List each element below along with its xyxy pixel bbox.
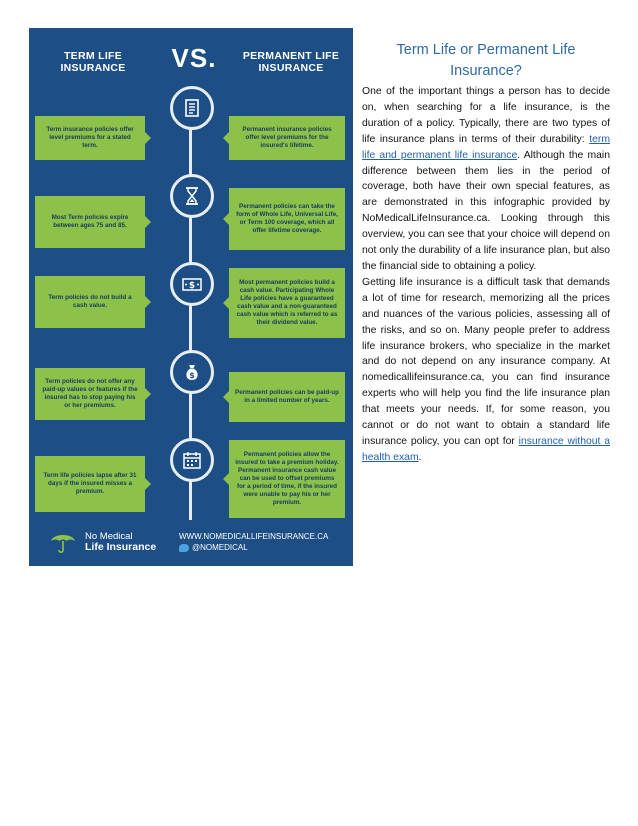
brand-line-1: No Medical bbox=[85, 531, 133, 542]
money-bag-icon bbox=[170, 350, 214, 394]
footer-website: WWW.NOMEDICALLIFEINSURANCE.CA bbox=[179, 532, 329, 541]
footer-twitter-row bbox=[179, 542, 328, 553]
footer-twitter-handle: @NOMEDICAL bbox=[192, 543, 248, 552]
term-fact-5: Term life policies lapse after 31 days if the insured misses a premium. bbox=[35, 456, 145, 512]
hourglass-icon bbox=[170, 174, 214, 218]
header-permanent-life: PERMANENT LIFE INSURANCE bbox=[242, 50, 340, 74]
header-term-life: TERM LIFE INSURANCE bbox=[60, 50, 126, 74]
infographic bbox=[29, 28, 353, 566]
dollar-bill-icon bbox=[170, 262, 214, 306]
paragraph-2-text-b: . bbox=[418, 451, 422, 463]
paragraph-1-text-a: One of the important things a person has to decide on, when searching for a life insurance, is the duration of a policy. Typically, there are two types of life insurance plans in terms of their durability: bbox=[362, 86, 610, 145]
footer-contact bbox=[179, 531, 328, 553]
brand-line-2: Life Insurance bbox=[85, 541, 157, 553]
term-fact-3: Term policies do not build a cash value. bbox=[35, 276, 145, 328]
term-fact-1: Term insurance policies offer level premiums for a stated term. bbox=[35, 116, 145, 160]
header-vs: VS. bbox=[171, 43, 217, 73]
permanent-fact-3: Most permanent policies build a cash value. Participating Whole Life policies have a guaranteed cash value and a non-guaranteed cash value which is referred to as their dividend value. bbox=[229, 268, 345, 338]
no-exam-insurance-link[interactable]: insurance without a health exam bbox=[362, 435, 611, 463]
infographic-header bbox=[29, 28, 353, 90]
term-fact-4: Term policies do not offer any paid-up values or features if the insured has to stop paying his or her premiums. bbox=[35, 368, 145, 420]
permanent-fact-2: Permanent policies can take the form of Whole Life, Universal Life, or Term 100 coverage, which all offer lifetime coverage. bbox=[229, 188, 345, 250]
calendar-icon bbox=[170, 438, 214, 482]
svg-text:$: $ bbox=[189, 371, 195, 380]
umbrella-logo-icon bbox=[49, 529, 77, 555]
svg-text:$: $ bbox=[188, 281, 196, 291]
article-body bbox=[362, 84, 610, 466]
article-title: Term Life or Permanent Life Insurance? bbox=[396, 42, 576, 79]
article-paragraph-1 bbox=[362, 84, 610, 275]
term-fact-2: Most Term policies expire between ages 75 and 85. bbox=[35, 196, 145, 248]
permanent-fact-1: Permanent insurance policies offer level premiums for the insured's lifetime. bbox=[229, 116, 345, 160]
twitter-icon bbox=[179, 544, 189, 552]
term-permanent-link[interactable]: term life and permanent life insurance bbox=[362, 133, 610, 161]
paragraph-2-text-a: Getting life insurance is a difficult task that demands a lot of time for research, memorizing all the prices and nuances of the various policies, assessing all of the risks, and so on. Many people prefer to address life insurance brokers, who specialize in the market and do not depend on any insurance company. At nomedicallifeinsurance.ca, you can find insurance experts who will help you find the life insurance plan that meets your needs. If, for some reason, you cannot or do not want to obtain a standard life insurance policy, you can opt for bbox=[362, 276, 610, 447]
document-list-icon bbox=[170, 86, 214, 130]
brand-name bbox=[85, 531, 156, 553]
article-paragraph-2 bbox=[362, 275, 610, 466]
permanent-fact-5: Permanent policies allow the insured to take a premium holiday. Permanent insurance cash value can be used to offset premiums for a period of time, if the insured were unable to pay his or her premium. bbox=[229, 440, 345, 518]
paragraph-1-text-b: . Although the main difference between them lies in the period of coverage, both have their own special features, as are demonstrated in this infographic provided by NoMedicalLifeInsurance.ca. Looking through this overview, you can see that your choice will depend on not only the durability of a life insurance plan, but also the financial side to obtaining a policy. bbox=[362, 149, 610, 272]
permanent-fact-4: Permanent policies can be paid-up in a limited number of years. bbox=[229, 372, 345, 422]
infographic-footer bbox=[29, 523, 353, 566]
